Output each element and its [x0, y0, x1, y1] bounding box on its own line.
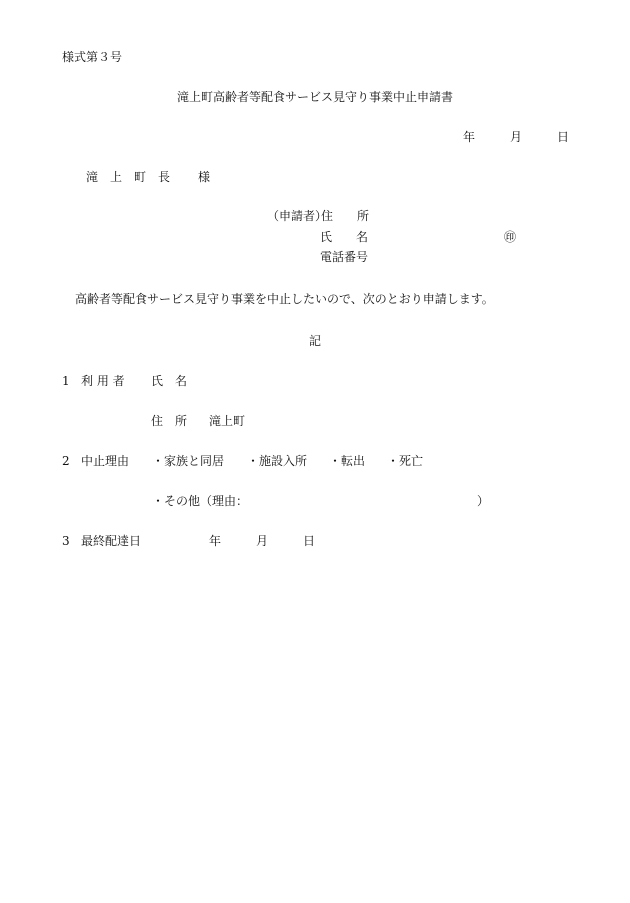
last-delivery-year-label: 年	[209, 534, 222, 548]
date-day-label: 日	[557, 130, 570, 144]
user-name-label: 氏 名	[151, 374, 188, 388]
request-statement: 高齢者等配食サービス見守り事業を中止したいので、次のとおり申請します。	[75, 292, 494, 306]
addressee-name: 滝 上 町 長	[86, 170, 171, 184]
item-label-last-delivery: 最終配達日	[81, 534, 142, 548]
applicant-name-label: 氏 名	[320, 230, 369, 244]
item-number: 2	[62, 454, 70, 468]
applicant-label: （申請者）	[267, 209, 328, 223]
reason-option-other: ・その他（理由：	[152, 494, 249, 508]
note-heading: 記	[308, 334, 321, 348]
addressee-honorific: 様	[198, 170, 211, 184]
applicant-phone-label: 電話番号	[320, 250, 369, 264]
item-label-user: 利 用 者	[81, 374, 125, 388]
applicant-address-label: 住 所	[321, 209, 370, 223]
reason-option-living-with-family: ・家族と同居	[152, 454, 225, 468]
seal-mark: ㊞	[504, 230, 517, 244]
item-label-reason: 中止理由	[81, 454, 130, 468]
reason-other-close-paren: ）	[477, 494, 490, 508]
date-year-label: 年	[463, 130, 476, 144]
last-delivery-day-label: 日	[303, 534, 316, 548]
last-delivery-month-label: 月	[256, 534, 269, 548]
date-month-label: 月	[510, 130, 523, 144]
reason-option-facility-admission: ・施設入所	[247, 454, 308, 468]
user-address-label: 住 所	[151, 414, 188, 428]
user-address-value: 滝上町	[209, 414, 246, 428]
form-number: 様式第３号	[62, 50, 123, 64]
document-title: 滝上町高齢者等配食サービス見守り事業中止申請書	[176, 90, 453, 104]
item-number: 1	[62, 374, 70, 388]
reason-option-death: ・死亡	[387, 454, 424, 468]
reason-option-moving-out: ・転出	[329, 454, 366, 468]
item-number: 3	[62, 534, 70, 548]
